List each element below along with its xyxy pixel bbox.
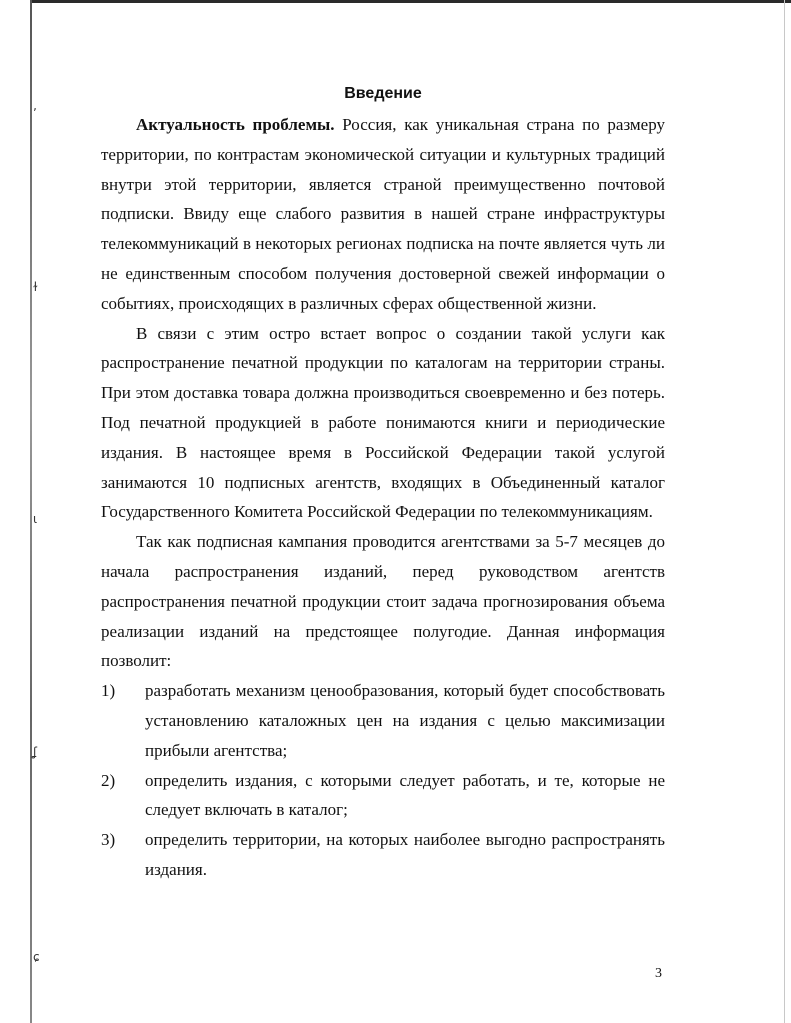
document-body — [101, 80, 665, 885]
paragraph-text: Россия, как уникальная страна по размеру территории, по контрастам экономической ситуации и культурных традиций внутри этой территории, является страной преимущественно почтовой подписки. Ввиду еще слабого развития в нашей стране инфраструктуры телекоммуникаций в некоторых регионах подписка на почте является чуть ли не единственным способом получения достоверной свежей информации о событиях, происходящих в различных сферах общественной жизни. — [101, 115, 665, 313]
list-item — [101, 825, 665, 885]
binding-hole-mark: ʆ — [33, 745, 38, 759]
list-item-text: определить издания, с которыми следует работать, и те, которые не следует включать в каталог; — [145, 770, 665, 820]
scan-binding-edge — [30, 0, 32, 1023]
page-title: Введение — [344, 85, 422, 102]
paragraph-campaign: Так как подписная кампания проводится агентствами за 5-7 месяцев до начала распространения изданий, перед руководством агентств распространения печатной продукции стоит задача прогнозирования объема реализации изданий на предстоящее полугодие. Данная информация позволит: — [101, 532, 665, 671]
list-item-number: 3) — [101, 830, 116, 850]
list-item-number: 2) — [101, 770, 116, 790]
list-item-text: разработать механизм ценообразования, который будет способствовать установлению каталожных цен на издания с целью максимизации прибыли агентства; — [145, 681, 665, 760]
list-item-number: 1) — [101, 681, 116, 701]
paragraph-relevance — [101, 110, 665, 319]
list-item — [101, 676, 665, 765]
list-item — [101, 766, 665, 826]
page-number: 3 — [655, 966, 662, 981]
binding-hole-mark: ɩ — [33, 512, 38, 526]
paragraph-lead: Актуальность проблемы. — [136, 115, 335, 134]
scan-right-edge — [784, 0, 785, 1023]
binding-hole-mark: ʼ — [33, 106, 37, 120]
binding-hole-mark: ɕ — [33, 950, 40, 964]
paragraph-service: В связи с этим остро встает вопрос о создании такой услуги как распространение печатной продукции по каталогам на территории страны. При этом доставка товара должна производиться своевременно и без потерь. Под печатной продукцией в работе понимаются книги и периодические издания. В настоящее время в Российской Федерации такой услугой занимаются 10 подписных агентств, входящих в Объединенный каталог Государственного Комитета Российской Федерации по телекоммуникациям. — [101, 323, 665, 522]
scan-top-edge — [30, 0, 791, 3]
benefits-list — [101, 676, 665, 885]
list-item-text: определить территории, на которых наиболее выгодно распространять издания. — [145, 830, 665, 879]
binding-hole-mark: ɫ — [33, 280, 38, 294]
